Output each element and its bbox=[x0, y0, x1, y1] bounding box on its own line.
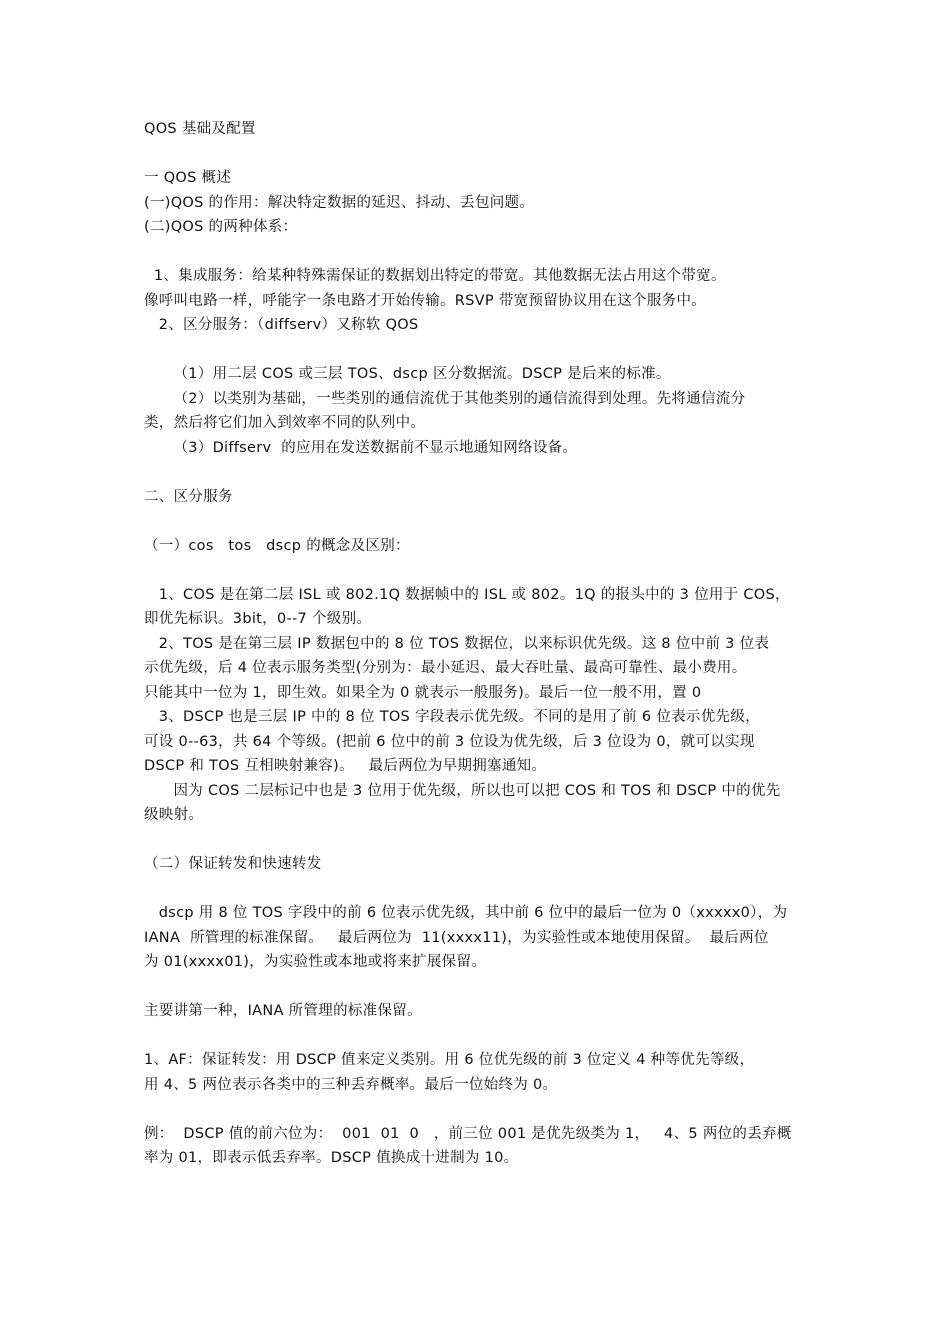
tos-line-2: 示优先级，后 4 位表示服务类型(分别为：最小延迟、最大吞吐量、最高可靠性、最小费用。 bbox=[144, 660, 747, 676]
subsection-1-heading: （一）cos tos dscp 的概念及区别： bbox=[144, 537, 410, 554]
af-line-2: 用 4、5 两位表示各类中的三种丢弃概率。最后一位始终为 0。 bbox=[144, 1076, 558, 1093]
diff-point-2-line-1: （2）以类别为基础，一些类别的通信流优于其他类别的通信流得到处理。先将通信流分 bbox=[144, 390, 746, 407]
blank-line bbox=[144, 338, 810, 363]
diff-point-1: （1）用二层 COS 或三层 TOS、dscp 区分数据流。DSCP 是后来的标准。 bbox=[144, 366, 671, 382]
pool-line-1: dscp 用 8 位 TOS 字段中的前 6 位表示优先级，其中前 6 位中的最后一位为 0（xxxxx0），为 bbox=[144, 905, 788, 921]
cos-line-2: 即优先标识。3bit，0--7 个级别。 bbox=[144, 611, 372, 627]
blank-line bbox=[144, 558, 810, 583]
blank-line bbox=[144, 240, 810, 265]
document-title: QOS 基础及配置 bbox=[144, 121, 256, 137]
overview-item-2: (二)QOS 的两种体系： bbox=[144, 219, 298, 235]
blank-line bbox=[144, 1097, 810, 1122]
intserv-line-1: 1、集成服务：给某种特殊需保证的数据划出特定的带宽。其他数据无法占用这个带宽。 bbox=[144, 268, 726, 284]
section-2-heading: 二、区分服务 bbox=[144, 488, 233, 505]
overview-item-1: (一)QOS 的作用：解决特定数据的延迟、抖动、丢包问题。 bbox=[144, 194, 535, 211]
dscp-line-1: 3、DSCP 也是三层 IP 中的 8 位 TOS 字段表示优先级。不同的是用了前 6 位表示优先级， bbox=[144, 709, 760, 725]
tos-line-1: 2、TOS 是在第三层 IP 数据包中的 8 位 TOS 数据位，以来标识优先级。这 8 位中前 3 位表 bbox=[144, 635, 770, 652]
af-line-1: 1、AF：保证转发：用 DSCP 值来定义类别。用 6 位优先级的前 3 位定义 4 种等优先等级， bbox=[144, 1052, 755, 1068]
blank-line bbox=[144, 142, 810, 167]
pool-line-2: IANA 所管理的标准保留。 最后两位为 11(xxxx11)，为实验性或本地使用保留。 最后两位 bbox=[144, 929, 769, 946]
diff-point-3: （3）Diffserv 的应用在发送数据前不显示地通知网络设备。 bbox=[144, 439, 578, 456]
pool-line-3: 为 01(xxxx01)，为实验性或本地或将来扩展保留。 bbox=[144, 954, 487, 970]
mapping-line-1: 因为 COS 二层标记中也是 3 位用于优先级，所以也可以把 COS 和 TOS 和 DSCP 中的优先 bbox=[144, 782, 781, 799]
subsection-2-heading: （二）保证转发和快速转发 bbox=[144, 856, 322, 872]
dscp-line-3: DSCP 和 TOS 互相映射兼容)。 最后两位为早期拥塞通知。 bbox=[144, 758, 547, 774]
intserv-line-2: 像呼叫电路一样，呼能字一条电路才开始传输。RSVP 带宽预留协议用在这个服务中。 bbox=[144, 292, 707, 309]
blank-line bbox=[144, 975, 810, 1000]
blank-line bbox=[144, 1024, 810, 1049]
example-line-2: 率为 01，即表示低丢弃率。DSCP 值换成十进制为 10。 bbox=[144, 1150, 519, 1166]
example-line-1: 例： DSCP 值的前六位为： 001 01 0 ，前三位 001 是优先级类为 1， 4、5 两位的丢弃概 bbox=[144, 1125, 792, 1142]
overview-heading: 一 QOS 概述 bbox=[144, 170, 232, 186]
document-body bbox=[144, 117, 810, 1171]
diff-point-2-line-2: 类，然后将它们加入到效率不同的队列中。 bbox=[144, 415, 426, 431]
blank-line bbox=[144, 828, 810, 853]
diffserv-line: 2、区分服务：（diffserv）又称软 QOS bbox=[144, 317, 419, 333]
dscp-line-2: 可设 0--63，共 64 个等级。(把前 6 位中的前 3 位设为优先级，后 3 位设为 0，就可以实现 bbox=[144, 733, 755, 750]
focus-line: 主要讲第一种，IANA 所管理的标准保留。 bbox=[144, 1003, 422, 1019]
tos-line-3: 只能其中一位为 1，即生效。如果全为 0 就表示一般服务)。最后一位一般不用，置 0 bbox=[144, 684, 702, 701]
mapping-line-2: 级映射。 bbox=[144, 807, 204, 823]
cos-line-1: 1、COS 是在第二层 ISL 或 802.1Q 数据帧中的 ISL 或 802。1Q 的报头中的 3 位用于 COS， bbox=[144, 586, 790, 603]
blank-line bbox=[144, 509, 810, 534]
blank-line bbox=[144, 877, 810, 902]
blank-line bbox=[144, 460, 810, 485]
